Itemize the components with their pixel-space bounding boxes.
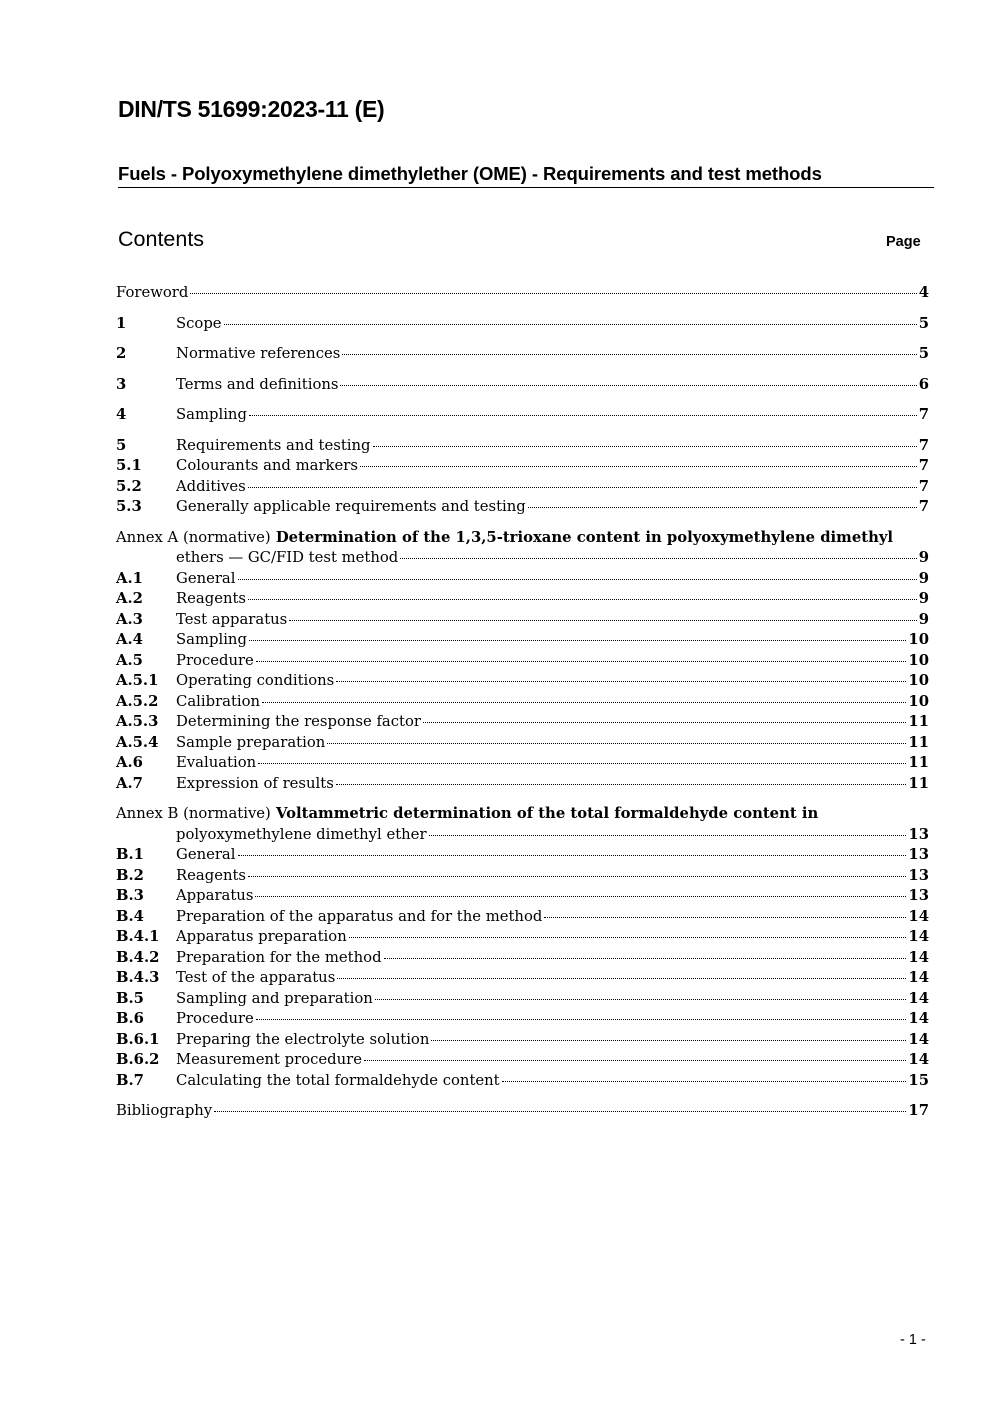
toc-entry-b-4-2[interactable] — [116, 948, 929, 969]
toc-entry-3[interactable] — [116, 375, 929, 396]
toc-page: 13 — [908, 846, 929, 863]
toc-page: 9 — [918, 549, 929, 566]
toc-page: 5 — [918, 345, 929, 362]
toc-title: Generally applicable requirements and testing — [176, 498, 526, 515]
toc-title: Apparatus preparation — [176, 928, 347, 945]
toc-number: A.7 — [116, 774, 143, 792]
toc-page: 11 — [908, 774, 929, 792]
toc-page: 14 — [908, 969, 929, 986]
dot-leader — [190, 293, 916, 294]
toc-number: A.5.1 — [116, 672, 159, 689]
toc-entry-5-1[interactable] — [116, 456, 929, 477]
toc-page: 9 — [918, 569, 929, 587]
dot-leader — [340, 385, 916, 386]
annex-prefix: Annex A (normative) — [116, 528, 271, 546]
toc-entry-b-4[interactable] — [116, 907, 929, 928]
toc-entry-5-3[interactable] — [116, 497, 929, 518]
toc-page: 10 — [908, 651, 929, 669]
toc-page: 13 — [908, 825, 929, 843]
toc-page: 14 — [908, 1051, 929, 1068]
toc-title: Apparatus — [176, 887, 254, 904]
dot-leader — [431, 1040, 906, 1041]
toc-page: 17 — [908, 1102, 929, 1119]
toc-number: A.3 — [116, 610, 143, 628]
annex-title-line2: polyoxymethylene dimethyl ether — [176, 825, 427, 843]
toc-number: 2 — [116, 345, 127, 362]
dot-leader — [423, 722, 906, 723]
toc-title: Additives — [176, 477, 246, 495]
toc-page: 10 — [908, 692, 929, 710]
toc-title: General — [176, 569, 236, 587]
toc-page: 13 — [908, 887, 929, 904]
toc-number: B.6.2 — [116, 1051, 160, 1068]
toc-number: 3 — [116, 375, 127, 393]
toc-title: Sampling — [176, 406, 247, 423]
toc-number: 4 — [116, 406, 127, 423]
toc-title: Sampling and preparation — [176, 989, 373, 1007]
toc-page: 5 — [918, 314, 929, 332]
toc-number: A.5.3 — [116, 713, 159, 730]
toc-number: 5.2 — [116, 477, 142, 495]
dot-leader — [256, 661, 907, 662]
toc-entry-5-2[interactable] — [116, 477, 929, 498]
toc-title: Normative references — [176, 345, 341, 362]
toc-page: 11 — [908, 713, 929, 730]
toc-entry-bibliography[interactable] — [116, 1101, 929, 1122]
dot-leader — [336, 681, 906, 682]
dot-leader — [544, 917, 906, 918]
annex-prefix: Annex B (normative) — [116, 805, 271, 822]
toc-page: 7 — [918, 457, 929, 474]
dot-leader — [262, 702, 906, 703]
toc-entry-a-1[interactable] — [116, 569, 929, 590]
toc-number: B.6 — [116, 1010, 144, 1027]
annex-title-line2: ethers — GC/FID test method — [176, 549, 399, 566]
toc-entry-a-2[interactable] — [116, 589, 929, 610]
toc-number: B.6.1 — [116, 1030, 160, 1048]
dot-leader — [429, 835, 907, 836]
toc-entry-5[interactable] — [116, 436, 929, 457]
toc-page: 10 — [908, 672, 929, 689]
toc-entry-a-5-2[interactable] — [116, 692, 929, 713]
toc-entry-2[interactable] — [116, 344, 929, 365]
toc-title: Evaluation — [176, 754, 257, 771]
dot-leader — [336, 784, 907, 785]
dot-leader — [400, 558, 916, 559]
toc-number: B.4.2 — [116, 948, 160, 966]
toc-number: B.7 — [116, 1071, 144, 1089]
toc-number: A.2 — [116, 590, 143, 607]
dot-leader — [364, 1060, 906, 1061]
toc-title: Test apparatus — [176, 610, 288, 628]
dot-leader — [255, 896, 906, 897]
dot-leader — [258, 763, 906, 764]
toc-title: Calibration — [176, 692, 261, 710]
page-number: - 1 - — [900, 1332, 926, 1348]
toc-page: 14 — [908, 1010, 929, 1027]
dot-leader — [238, 579, 917, 580]
toc-title: Preparation for the method — [176, 948, 382, 966]
toc-entry-annex-b-cont[interactable] — [116, 825, 929, 846]
dot-leader — [249, 415, 917, 416]
toc-entry-b-4-3[interactable] — [116, 968, 929, 989]
toc-entry-b-1[interactable] — [116, 845, 929, 866]
contents-heading: Contents — [118, 227, 205, 251]
dot-leader — [248, 599, 917, 600]
toc-number: A.4 — [116, 631, 143, 648]
toc-number: B.5 — [116, 989, 144, 1007]
toc-number: 5.3 — [116, 498, 142, 515]
toc-number: B.2 — [116, 866, 144, 884]
dot-leader — [214, 1111, 906, 1112]
document-subtitle: Fuels - Polyoxymethylene dimethylether (OME) - Requirements and test methods — [118, 163, 934, 188]
toc-number: B.4.1 — [116, 928, 160, 945]
toc-entry-annex-a[interactable] — [116, 528, 929, 549]
page-column-label: Page — [886, 234, 921, 250]
toc-entry-b-6-1[interactable] — [116, 1030, 929, 1051]
toc-page: 6 — [918, 375, 929, 393]
document-title: DIN/TS 51699:2023-11 (E) — [118, 96, 385, 122]
dot-leader — [342, 354, 916, 355]
dot-leader — [248, 487, 917, 488]
toc-page: 14 — [908, 1030, 929, 1048]
toc-entry-a-5[interactable] — [116, 651, 929, 672]
dot-leader — [528, 507, 917, 508]
toc-page: 14 — [908, 907, 929, 925]
dot-leader — [502, 1081, 907, 1082]
dot-leader — [337, 978, 906, 979]
annex-title-line1: Determination of the 1,3,5-trioxane content in polyoxymethylene dimethyl — [275, 528, 894, 546]
dot-leader — [238, 855, 907, 856]
dot-leader — [256, 1019, 907, 1020]
toc-page: 14 — [908, 948, 929, 966]
toc-page: 7 — [918, 498, 929, 515]
toc-title: General — [176, 846, 236, 863]
toc-number: A.1 — [116, 569, 143, 587]
toc-title: Determining the response factor — [176, 713, 421, 730]
toc-entry-b-2[interactable] — [116, 866, 929, 887]
toc-title: Terms and definitions — [176, 375, 339, 393]
toc-number: A.6 — [116, 754, 143, 771]
toc-title: Test of the apparatus — [176, 969, 336, 986]
toc-title: Requirements and testing — [176, 436, 371, 454]
dot-leader — [289, 620, 916, 621]
toc-entry-b-4-1[interactable] — [116, 927, 929, 948]
toc-page: 11 — [908, 733, 929, 751]
toc-entry-annex-b[interactable] — [116, 804, 929, 825]
toc-title: Measurement procedure — [176, 1051, 362, 1068]
toc-title: Bibliography — [116, 1102, 213, 1119]
toc-title: Foreword — [116, 284, 189, 301]
toc-entry-b-5[interactable] — [116, 989, 929, 1010]
toc-title: Sample preparation — [176, 733, 326, 751]
toc-entry-4[interactable] — [116, 405, 929, 426]
toc-entry-a-5-1[interactable] — [116, 671, 929, 692]
toc-page: 7 — [918, 406, 929, 423]
toc-title: Preparing the electrolyte solution — [176, 1030, 430, 1048]
dot-leader — [375, 999, 907, 1000]
toc-number: B.3 — [116, 887, 144, 904]
toc-entry-1[interactable] — [116, 314, 929, 335]
toc-title: Sampling — [176, 631, 247, 648]
toc-page: 14 — [908, 928, 929, 945]
dot-leader — [248, 876, 906, 877]
toc-number: 5 — [116, 436, 127, 454]
toc-entry-a-5-3[interactable] — [116, 712, 929, 733]
dot-leader — [327, 743, 906, 744]
toc-page: 11 — [908, 754, 929, 771]
dot-leader — [373, 446, 917, 447]
toc-entry-annex-a-cont[interactable] — [116, 548, 929, 569]
toc-page: 15 — [908, 1071, 929, 1089]
toc-title: Procedure — [176, 1010, 254, 1027]
toc-number: A.5.4 — [116, 733, 159, 751]
toc-entry-a-6[interactable] — [116, 753, 929, 774]
toc-title: Procedure — [176, 651, 254, 669]
annex-title-line1: Voltammetric determination of the total formaldehyde content in — [276, 805, 819, 822]
toc-entry-a-7[interactable] — [116, 774, 929, 795]
toc-entry-foreword[interactable] — [116, 283, 929, 304]
toc-title: Scope — [176, 314, 222, 332]
toc-entry-b-6[interactable] — [116, 1009, 929, 1030]
toc-title: Reagents — [176, 590, 247, 607]
toc-page: 4 — [918, 284, 929, 301]
toc-number: B.1 — [116, 846, 144, 863]
dot-leader — [349, 937, 907, 938]
toc-number: A.5.2 — [116, 692, 159, 710]
toc-page: 13 — [908, 866, 929, 884]
toc-title: Preparation of the apparatus and for the method — [176, 907, 543, 925]
toc-title: Calculating the total formaldehyde content — [176, 1071, 500, 1089]
toc-page: 9 — [918, 610, 929, 628]
table-of-contents — [116, 283, 929, 1122]
toc-entry-a-4[interactable] — [116, 630, 929, 651]
dot-leader — [249, 640, 906, 641]
toc-title: Colourants and markers — [176, 457, 358, 474]
toc-page: 7 — [918, 436, 929, 454]
toc-page: 14 — [908, 989, 929, 1007]
toc-page: 9 — [918, 590, 929, 607]
toc-entry-b-3[interactable] — [116, 886, 929, 907]
toc-title: Operating conditions — [176, 672, 335, 689]
toc-number: 1 — [116, 314, 127, 332]
toc-number: B.4.3 — [116, 969, 160, 986]
toc-title: Reagents — [176, 866, 247, 884]
toc-entry-b-6-2[interactable] — [116, 1050, 929, 1071]
toc-entry-a-5-4[interactable] — [116, 733, 929, 754]
toc-entry-a-3[interactable] — [116, 610, 929, 631]
toc-number: B.4 — [116, 907, 144, 925]
toc-page: 7 — [918, 477, 929, 495]
dot-leader — [360, 466, 917, 467]
toc-page: 10 — [908, 631, 929, 648]
toc-number: 5.1 — [116, 457, 142, 474]
toc-title: Expression of results — [176, 774, 334, 792]
dot-leader — [384, 958, 907, 959]
toc-number: A.5 — [116, 651, 143, 669]
dot-leader — [224, 324, 917, 325]
toc-entry-b-7[interactable] — [116, 1071, 929, 1092]
